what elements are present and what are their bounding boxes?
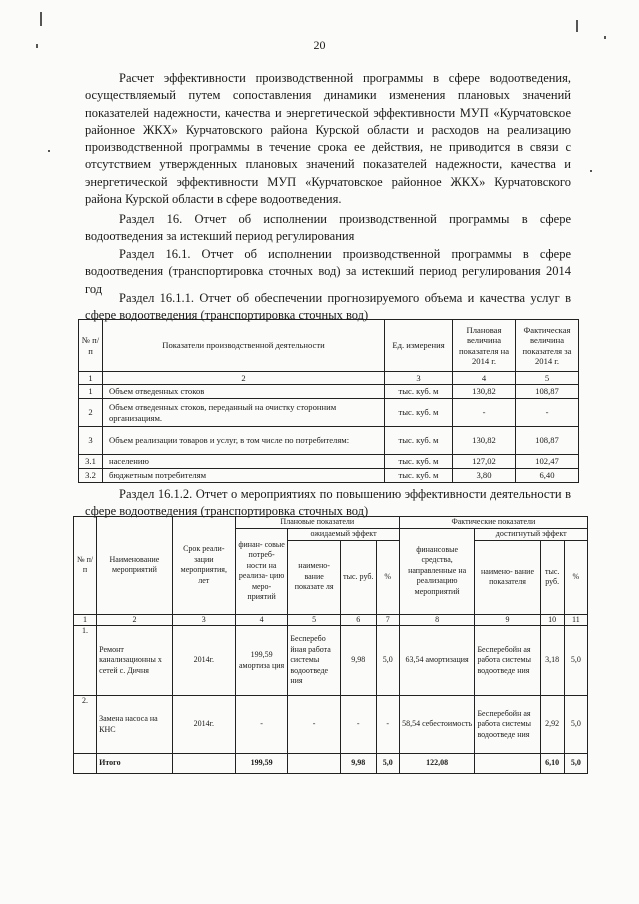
table-header-row: № п/п Показатели производственной деятельности Ед. измерения Плановая величина показателя на 2014 г. Фактическая величина показателя за 2014 г. [79,320,579,372]
table-row: 3.2 бюджетным потребителям тыс. куб. м 3,80 6,40 [79,469,579,483]
table-subheader-row: финан- совые потреб- ности на реализа- цию меро- приятий ожидаемый эффект финансовые средства, направленные на реализацию мероприятий достигнутый эффект [74,528,588,540]
scan-mark [40,12,42,26]
section-16-1-2-heading: Раздел 16.1.2. Отчет о мероприятиях по повышению эффективности деятельности в сфере водоотведения (транспортировка сточных вод) [85,487,571,519]
table-row: 2 Объем отведенных стоков, переданный на очистку сторонним организациям. тыс. куб. м - - [79,399,579,427]
page-number: 20 [313,38,326,52]
table-row: 3 Объем реализации товаров и услуг, в том числе по потребителям: тыс. куб. м 130,82 108,87 [79,427,579,455]
table-row: 3.1 населению тыс. куб. м 127,02 102,47 [79,455,579,469]
column-number-row: 1 2 3 4 5 6 7 8 9 10 11 [74,614,588,626]
table-row: 1 Объем отведенных стоков тыс. куб. м 130,82 108,87 [79,385,579,399]
table-row: 2. Замена насоса на КНС 2014г. - - - - 58,54 себестоимость Бесперебойн ая работа системы водоотведе ния 2,92 5,0 [74,696,588,754]
paragraph-efficiency: Расчет эффективности производственной программы в сфере водоотведения, осуществляемый путем сопоставления динамики изменения плановых значений показателей надежности, качества и энергетической эффективности МУП «Курчатовское районное ЖКХ» Курчатовского района Курской области и расходов на реализацию производственной программы в течение срока ее действия, не приводится в связи с отсутствием утвержденных плановых значений показателей надежности, качества и энергетической эффективности МУП «Курчатовское районное ЖКХ» Курчатовского района Курской области в сфере водоотведения. [85,71,571,207]
section-16-heading: Раздел 16. Отчет об исполнении производственной программы в сфере водоотведения за истекший период регулирования [85,212,571,244]
table-header-row: наимено- вание показате ля тыс. руб. % наимено- вание показателя тыс. руб. % [74,540,588,614]
scan-mark [48,150,50,152]
scan-mark [36,44,38,48]
scan-mark [590,170,592,172]
table-group-header-row: № п/ п Наименование мероприятий Срок реали- зации мероприятия, лет Плановые показатели Фактические показатели [74,517,588,529]
scan-mark [604,36,606,39]
table-total-row: Итого 199,59 9,98 5,0 122,08 6,10 5,0 [74,754,588,774]
volume-quality-table [78,319,579,483]
measures-table [73,516,588,774]
column-number-row: 1 2 3 4 5 [79,372,579,385]
section-16-1-1-heading: Раздел 16.1.1. Отчет об обеспечении прогнозируемого объема и качества услуг в сфере водоотведения (транспортировка сточных вод) [85,291,571,323]
scan-mark [576,20,578,32]
section-16-1-heading: Раздел 16.1. Отчет об исполнении производственной программы в сфере водоотведения (транспортировка сточных вод) за истекший период регулирования 2014 год [85,247,571,296]
table-row: 1. Ремонт канализационны х сетей с. Дичня 2014г. 199,59 амортиза ция Бесперебо йная работа системы водоотведе ния 9,98 5,0 63,54 амортизация Бесперебойн ая работа системы водоотведе ния 3,18 5,0 [74,626,588,696]
